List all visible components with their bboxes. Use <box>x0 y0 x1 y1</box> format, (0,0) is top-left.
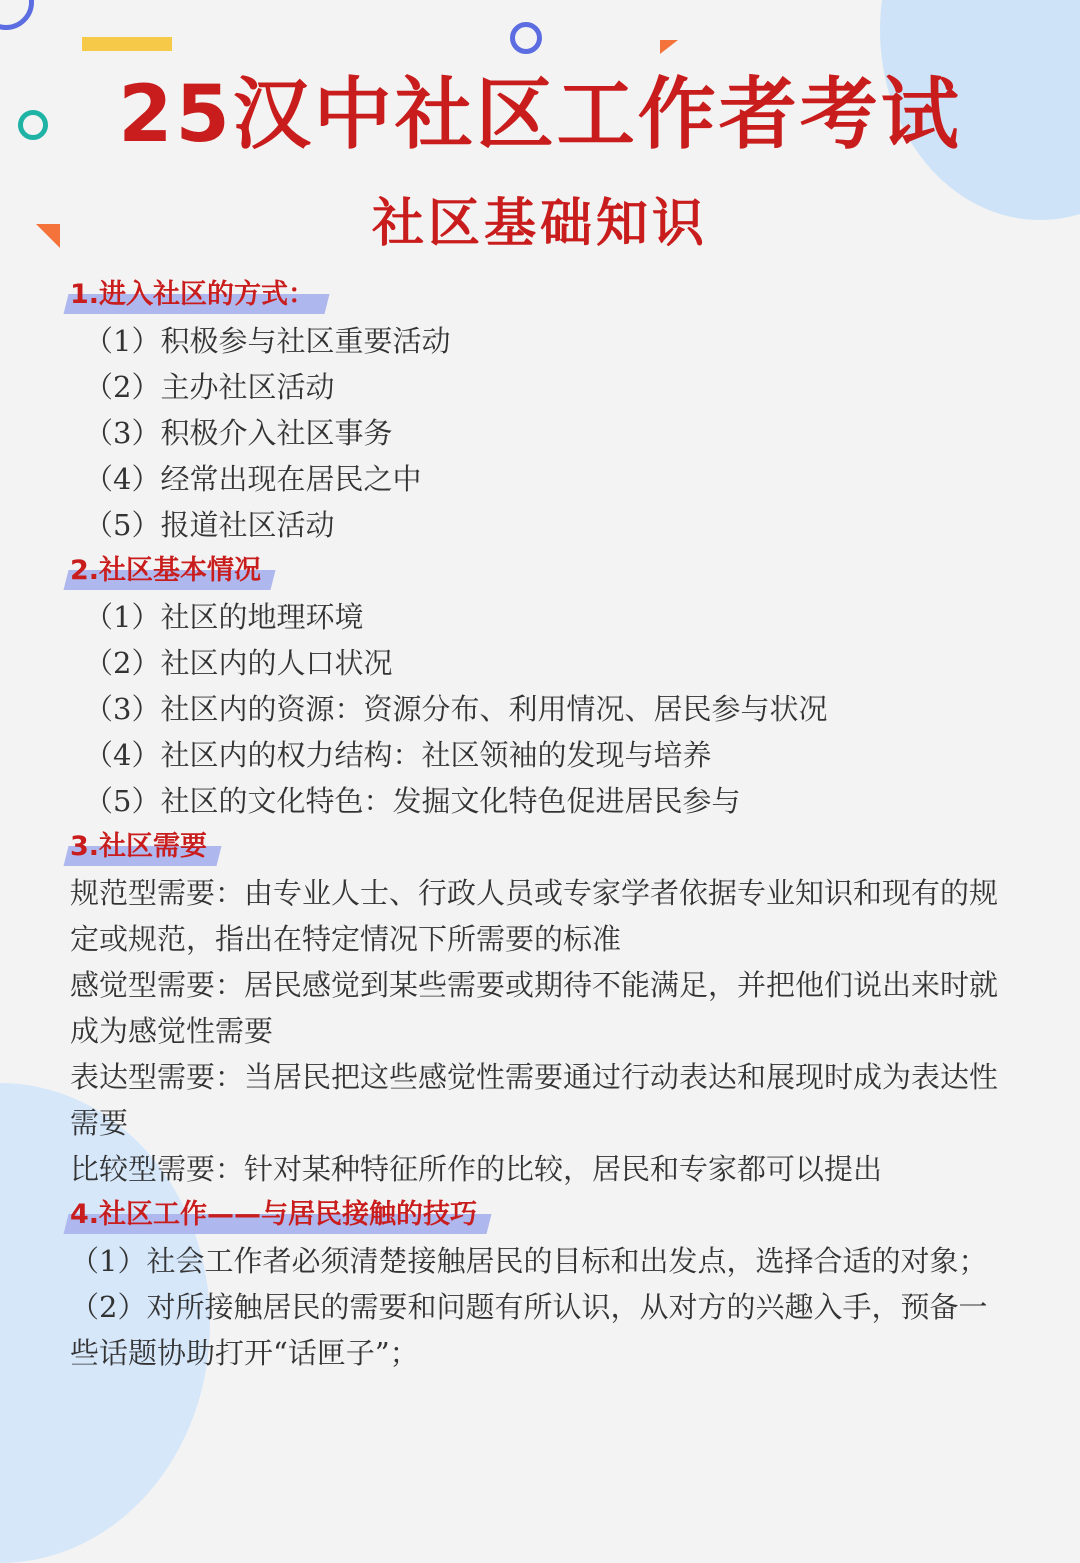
section-entry-methods <box>70 272 1020 548</box>
paragraph: 比较型需要：针对某种特征所作的比较，居民和专家都可以提出 <box>70 1152 883 1186</box>
section-heading: 3.社区需要 <box>70 824 215 870</box>
list-item: （2）社区内的人口状况 <box>84 646 393 680</box>
decor-bar-yellow <box>82 37 172 51</box>
section-heading: 4.社区工作——与居民接触的技巧 <box>70 1192 485 1238</box>
page-title: 25汉中社区工作者考试 <box>118 70 962 160</box>
content <box>70 272 1020 1376</box>
list-item: （4）社区内的权力结构：社区领袖的发现与培养 <box>84 738 712 772</box>
list-item: （1）社区的地理环境 <box>84 600 364 634</box>
section-heading: 2.社区基本情况 <box>70 548 269 594</box>
list-item: （1）积极参与社区重要活动 <box>84 324 451 358</box>
paragraph: 表达型需要：当居民把这些感觉性需要通过行动表达和展现时成为表达性需要 <box>70 1060 999 1140</box>
paragraph: 感觉型需要：居民感觉到某些需要或期待不能满足，并把他们说出来时就成为感觉性需要 <box>70 968 999 1048</box>
section-contact-skills <box>70 1192 1020 1376</box>
section-basic-situation <box>70 548 1020 824</box>
paragraph: （1）社会工作者必须清楚接触居民的目标和出发点，选择合适的对象； <box>70 1244 988 1278</box>
list-item: （3）社区内的资源：资源分布、利用情况、居民参与状况 <box>84 692 828 726</box>
list-item: （3）积极介入社区事务 <box>84 416 393 450</box>
paragraph: （2）对所接触居民的需要和问题有所认识，从对方的兴趣入手，预备一些话题协助打开“话匣子”； <box>70 1290 988 1370</box>
decor-triangle-top <box>660 40 678 54</box>
list-item: （2）主办社区活动 <box>84 370 335 404</box>
list-item: （4）经常出现在居民之中 <box>84 462 422 496</box>
decor-ring-corner <box>0 0 34 30</box>
section-community-needs <box>70 824 1020 1192</box>
list-item: （5）社区的文化特色：发掘文化特色促进居民参与 <box>84 784 741 818</box>
list-item: （5）报道社区活动 <box>84 508 335 542</box>
paragraph: 规范型需要：由专业人士、行政人员或专家学者依据专业知识和现有的规定或规范，指出在特定情况下所需要的标准 <box>70 876 999 956</box>
page-subtitle: 社区基础知识 <box>371 194 708 254</box>
section-heading: 1.进入社区的方式： <box>70 272 323 318</box>
decor-ring-blue <box>510 22 542 54</box>
